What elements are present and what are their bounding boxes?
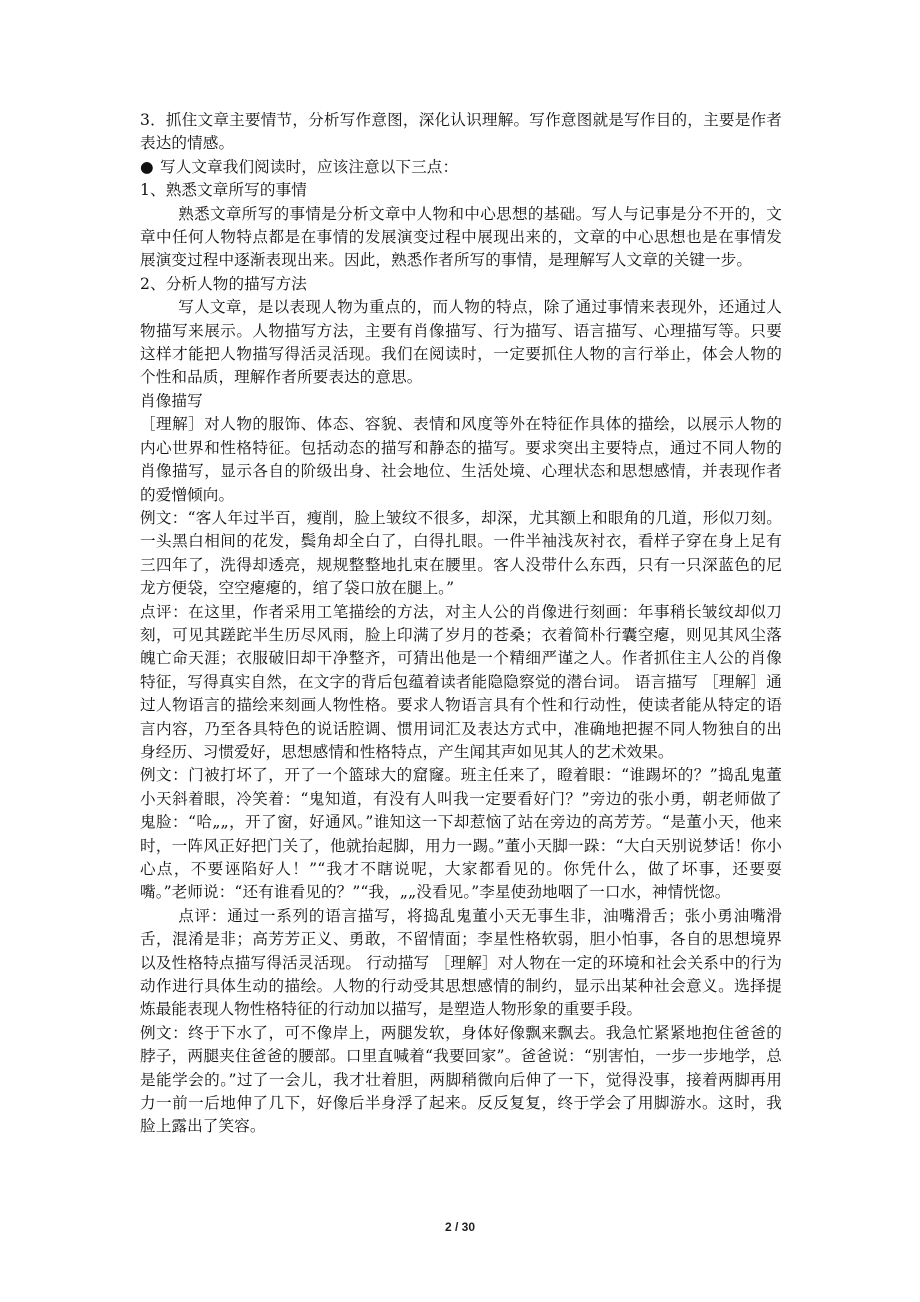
paragraph-portrait-understanding: ［理解］对人物的服饰、体态、容貌、表情和风度等外在特征作具体的描绘，以展示人物的内心世界和性格特征。包括动态的描写和静态的描写。要求突出主要特点，通过不同人物的肖像描写，显示各自的阶级出身、社会地位、生活处境、心理状态和思想感情，并表现作者的爱憎倾向。 (140, 415, 782, 504)
page-number: 2 / 30 (444, 1220, 476, 1234)
bullet-text: 写人文章我们阅读时，应该注意以下三点： (160, 157, 459, 176)
paragraph-portrait-example: 例文：“客人年过半百，瘦削，脸上皱纹不很多，却深，尤其额上和眼角的几道，形似刀刻。一头黑白相间的花发，鬓角却全白了，白得扎眼。一件半袖浅灰衬衣，看样子穿在身上足有三四年了，洗得却透亮，规规整整地扎束在腰里。客人没带什么东西，只有一只深蓝色的尼龙方便袋，空空瘪瘪的，绾了袋口放在腿上。” (140, 508, 782, 598)
document-body (140, 109, 782, 1139)
paragraph-language-example: 例文：门被打坏了，开了一个篮球大的窟窿。班主任来了，瞪着眼：“谁踢坏的？”捣乱鬼董小天斜着眼，冷笑着：“鬼知道，有没有人叫我一定要看好门？”旁边的张小勇，朝老师做了鬼脸：“哈„„，开了窗，好通风。”谁知这一下却惹恼了站在旁边的高芳芳。“是董小天，他来时，一阵风正好把门关了，他就抬起脚，用力一踢。”董小天脚一跺：“大白天别说梦话！你小心点，不要诬陷好人！”“我才不瞎说呢，大家都看见的。你凭什么，做了坏事，还要耍嘴。”老师说：“还有谁看见的？”“我，„„没看见。”李星使劲地咽了一口水，神情恍惚。 (140, 766, 782, 902)
heading-2: 2、分析人物的描写方法 (140, 274, 307, 293)
heading-portrait: 肖像描写 (140, 391, 203, 410)
paragraph-description-methods: 写人文章，是以表现人物为重点的，而人物的特点，除了通过事情来表现外，还通过人物描写来展示。人物描写方法，主要有肖像描写、行为描写、语言描写、心理描写等。只要这样才能把人物描写得活灵活现。我们在阅读时，一定要抓住人物的言行举止，体会人物的个性和品质，理解作者所要表达的意思。 (140, 298, 782, 387)
bullet-line (140, 156, 782, 179)
paragraph-point-3: 3．抓住文章主要情节，分析写作意图，深化认识理解。写作意图就是写作目的，主要是作者表达的情感。 (140, 111, 782, 153)
paragraph-familiar-events: 熟悉文章所写的事情是分析文章中人物和中心思想的基础。写人与记事是分不开的，文章中任何人物特点都是在事情的发展演变过程中展现出来的，文章的中心思想也是在事情发展演变过程中逐渐表现出来。因此，熟悉作者所写的事情，是理解写人文章的关键一步。 (140, 204, 782, 270)
bullet-icon: ● (140, 157, 154, 176)
paragraph-action-example: 例文：终于下水了，可不像岸上，两腿发软，身体好像飘来飘去。我急忙紧紧地抱住爸爸的脖子，两腿夹住爸爸的腰部。口里直喊着“我要回家”。爸爸说：“别害怕，一步一步地学，总是能学会的。”过了一会儿，我才壮着胆，两脚稍微向后伸了一下，觉得没事，接着两脚再用力一前一后地伸了几下，好像后半身浮了起来。反反复复，终于学会了用脚游水。这时，我脸上露出了笑容。 (140, 1023, 782, 1136)
paragraph-portrait-comment: 点评：在这里，作者采用工笔描绘的方法，对主人公的肖像进行刻画：年事稍长皱纹却似刀刻，可见其蹉跎半生历尽风雨，脸上印满了岁月的苍桑；衣着简朴行囊空瘪，则见其风尘落魄亡命天涯；衣服破旧却干净整齐，可猜出他是一个精细严谨之人。作者抓住主人公的肖像特征，写得真实自然，在文字的背后包蕴着读者能隐隐察觉的潜台词。 语言描写 ［理解］通过人物语言的描绘来刻画人物性格。要求人物语言具有个性和行动性，使读者能从特定的语言内容，乃至各具特色的说话腔调、惯用词汇及表达方式中，准确地把握不同人物独自的出身经历、习惯爱好，思想感情和性格特点，产生闻其声如见其人的艺术效果。 (140, 602, 782, 761)
paragraph-language-comment: 点评：通过一系列的语言描写，将捣乱鬼董小天无事生非，油嘴滑舌；张小勇油嘴滑舌，混淆是非；高芳芳正义、勇敢，不留情面；李星性格软弱，胆小怕事，各自的思想境界以及性格特点描写得活灵活现。 行动描写 ［理解］对人物在一定的环境和社会关系中的行为动作进行具体生动的描绘。人物的行动受其思想感情的制约，显示出某种社会意义。选择提炼最能表现人物性格特征的行动加以描写，是塑造人物形象的重要手段。 (140, 906, 782, 1019)
heading-1: 1、熟悉文章所写的事情 (140, 181, 307, 200)
